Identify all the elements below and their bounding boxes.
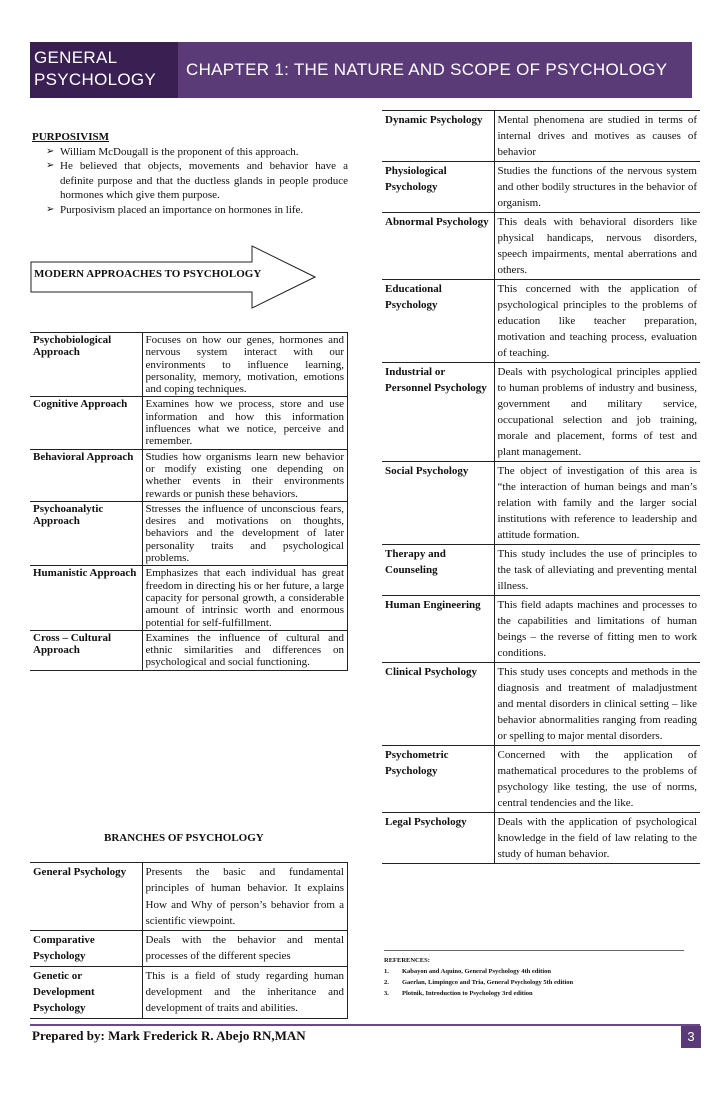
reference-item [384,977,684,988]
branch-name: General Psychology [30,863,142,931]
approach-desc: Examines how we process, store and use information and how this information influences what we notice, perceive and remember. [142,397,348,449]
branch-desc: This is a field of study regarding human development and the inheritance and development of traits and abilities. [142,966,348,1018]
branch-name: Physiological Psychology [382,162,494,213]
table-row [382,663,700,746]
table-row [30,501,348,565]
branch-name: Genetic or Development Psychology [30,966,142,1018]
approach-desc: Emphasizes that each individual has great freedom in directing his or her future, a large capacity for personal growth, a considerable amount of intrinsic worth and enormous potential for self-fulfillment. [142,566,348,630]
branch-desc: This field adapts machines and processes to the capabilities and limitations of human beings – the reverse of fitting men to work conditions. [494,596,700,663]
branch-desc: This study includes the use of principles to the task of alleviating and preventing mental illness. [494,545,700,596]
branch-name: Therapy and Counseling [382,545,494,596]
branch-desc: This deals with behavioral disorders like physical handicaps, nervous disorders, speech impairments, mental aberrations and others. [494,213,700,280]
branches-right-table [382,110,700,864]
reference-number: 1. [384,968,389,975]
purposivism-title: PURPOSIVISM [32,131,110,143]
approach-desc: Focuses on how our genes, hormones and nervous system interact with our environments to influence learning, personality, memory, motivation, emotions and coping techniques. [142,333,348,397]
reference-number: 3. [384,990,389,997]
reference-item [384,966,684,977]
approach-name: Behavioral Approach [30,449,142,501]
table-row [30,966,348,1018]
course-label-line1: GENERAL [34,48,118,67]
branch-name: Educational Psychology [382,280,494,363]
table-row [30,566,348,630]
branch-desc: Presents the basic and fundamental principles of human behavior. It explains How and Why of person’s behavior from a scientific viewpoint. [142,863,348,931]
branch-desc: Deals with the behavior and mental processes of the different species [142,931,348,967]
branch-desc: Deals with psychological principles applied to human problems of industry and business, government and military service, occupational selection and job training, morale and placement, forms of test and plant management. [494,363,700,462]
table-row [30,333,348,397]
reference-text: Plotnik, Introduction to Psychology 3rd edition [402,990,533,997]
table-row [30,449,348,501]
table-row [382,813,700,864]
table-row [382,111,700,162]
references-title: REFERENCES: [384,957,430,964]
approach-name: Psychoanalytic Approach [30,501,142,565]
course-label-line2: PSYCHOLOGY [34,70,157,89]
references-list [384,966,684,999]
approach-name: Psychobiological Approach [30,333,142,397]
table-row [30,863,348,931]
approaches-table [30,332,348,671]
branches-left-table [30,862,348,1019]
table-row [30,630,348,670]
branch-desc: The object of investigation of this area is “the interaction of human beings and man’s relation with family and the larger social institutions with reference to leadership and attitude formation. [494,462,700,545]
page-number: 3 [681,1026,701,1048]
table-row [30,397,348,449]
modern-approaches-label: MODERN APPROACHES TO PSYCHOLOGY [34,268,262,280]
branch-desc: This study uses concepts and methods in the diagnosis and treatment of maladjustment and mental disorders in clinical setting – like behavior abnormalities ranging from reading or spelling to major mental disorders. [494,663,700,746]
course-label [30,42,178,98]
purposivism-bullets [46,145,348,218]
purposivism-section [32,130,348,217]
chapter-title: CHAPTER 1: THE NATURE AND SCOPE OF PSYCHOLOGY [186,60,668,79]
branch-name: Legal Psychology [382,813,494,864]
branch-desc: Concerned with the application of mathematical procedures to the problems of psychology like testing, the use of norms, central tendencies and the like. [494,746,700,813]
bullet-item: ➢ He believed that objects, movements and behavior have a definite purpose and that the ductless glands in people produce hormones which give them purpose. [46,159,348,203]
reference-number: 2. [384,979,389,986]
approach-name: Humanistic Approach [30,566,142,630]
branch-desc: Mental phenomena are studied in terms of internal drives and motives as causes of behavior [494,111,700,162]
footer-divider [30,1024,700,1026]
prepared-by: Prepared by: Mark Frederick R. Abejo RN,MAN [32,1028,306,1043]
branch-name: Human Engineering [382,596,494,663]
branch-name: Abnormal Psychology [382,213,494,280]
approach-desc: Stresses the influence of unconscious fears, desires and motivations on thoughts, behaviors and the development of later personality traits and psychological problems. [142,501,348,565]
table-row [382,280,700,363]
table-row [30,931,348,967]
branch-desc: This concerned with the application of psychological principles to the problems of education like teacher preparation, motivation and teaching process, evaluation of teaching. [494,280,700,363]
table-row [382,746,700,813]
approach-desc: Studies how organisms learn new behavior or modify existing one depending on whether events in their environments rewards or punish these behaviors. [142,449,348,501]
reference-text: Kabayon and Aquino, General Psychology 4th edition [402,968,551,975]
header-bar [30,42,692,98]
branch-name: Social Psychology [382,462,494,545]
approach-desc: Examines the influence of cultural and ethnic similarities and differences on psychological and social functioning. [142,630,348,670]
branch-desc: Deals with the application of psychological knowledge in the field of law relating to the study of human behavior. [494,813,700,864]
table-row [382,545,700,596]
branch-name: Dynamic Psychology [382,111,494,162]
table-row [382,162,700,213]
branches-title: BRANCHES OF PSYCHOLOGY [104,832,264,844]
table-row [382,213,700,280]
approach-name: Cross – Cultural Approach [30,630,142,670]
branch-desc: Studies the functions of the nervous system and other bodily structures in the behavior of organism. [494,162,700,213]
table-row [382,462,700,545]
branch-name: Comparative Psychology [30,931,142,967]
reference-item [384,988,684,999]
reference-text: Gaerlan, Limpingco and Tria, General Psychology 5th edition [402,979,574,986]
table-row [382,596,700,663]
references-section [384,950,684,999]
references-divider [384,950,684,951]
branch-name: Clinical Psychology [382,663,494,746]
branch-name: Industrial or Personnel Psychology [382,363,494,462]
table-row [382,363,700,462]
branch-name: Psychometric Psychology [382,746,494,813]
bullet-item: ➢ Purposivism placed an importance on hormones in life. [46,203,348,218]
bullet-item: ➢ William McDougall is the proponent of this approach. [46,145,348,160]
approach-name: Cognitive Approach [30,397,142,449]
